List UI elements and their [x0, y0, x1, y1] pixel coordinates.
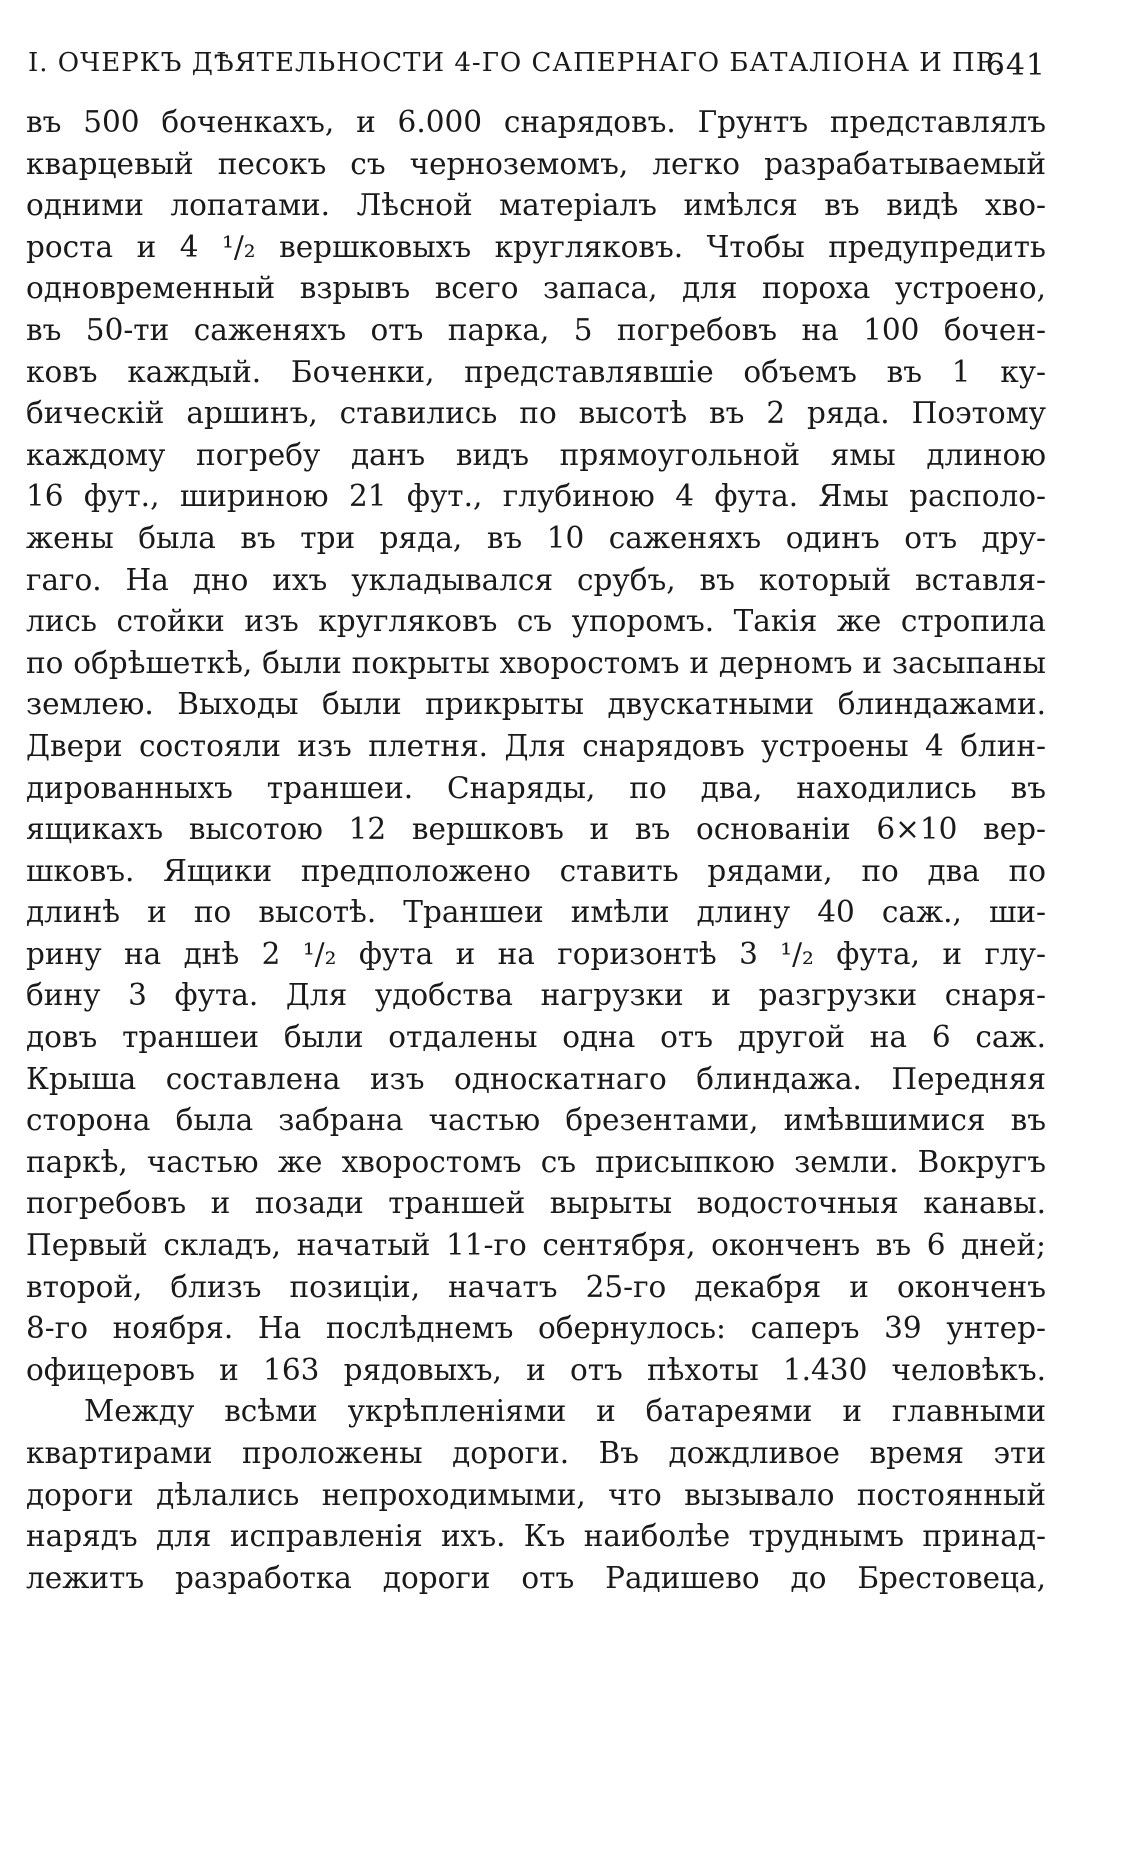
text-line: жены была въ три ряда, въ 10 саженяхъ одинъ отъ дру- — [26, 520, 1046, 555]
text-line: длинѣ и по высотѣ. Траншеи имѣли длину 40 саж., ши- — [26, 895, 1046, 930]
text-line: Двери состояли изъ плетня. Для снарядовъ устроены 4 блин- — [26, 728, 1046, 763]
text-line: шковъ. Ящики предположено ставить рядами, по два по — [26, 853, 1046, 888]
text-line: рину на днѣ 2 ¹/₂ фута и на горизонтѣ 3 ¹/₂ фута, и глу- — [26, 936, 1046, 971]
text-line: одними лопатами. Лѣсной матеріалъ имѣлся въ видѣ хво- — [26, 188, 1046, 223]
text-line: въ 500 боченкахъ, и 6.000 снарядовъ. Грунтъ представлялъ — [26, 105, 1046, 139]
book-page — [26, 48, 1046, 1599]
text-line: Первый складъ, начатый 11-го сентября, оконченъ въ 6 дней; — [26, 1228, 1046, 1263]
text-line: дороги дѣлались непроходимыми, что вызывало постоянный — [26, 1477, 1046, 1512]
text-line: паркѣ, частью же хворостомъ съ присыпкою земли. Вокругъ — [26, 1144, 1046, 1179]
text-line: Крыша составлена изъ односкатнаго блиндажа. Передняя — [26, 1061, 1046, 1096]
text-line: ковъ каждый. Боченки, представлявшіе объемъ въ 1 ку- — [26, 354, 1046, 389]
text-line: дированныхъ траншеи. Снаряды, по два, находились въ — [26, 770, 1046, 805]
text-line: 8-го ноября. На послѣднемъ обернулось: саперъ 39 унтер- — [26, 1311, 1046, 1346]
text-line: Между всѣми укрѣпленіями и батареями и главными — [84, 1394, 1046, 1429]
page-number: 641 — [985, 48, 1046, 83]
text-line: одновременный взрывъ всего запаса, для пороха устроено, — [26, 271, 1046, 306]
text-line: второй, близъ позиціи, начатъ 25-го декабря и оконченъ — [26, 1269, 1046, 1304]
text-line: гаго. На дно ихъ укладывался срубъ, въ который вставля- — [26, 562, 1046, 597]
text-line: ящикахъ высотою 12 вершковъ и въ основаніи 6×10 вер- — [26, 812, 1046, 847]
text-line: погребовъ и позади траншей вырыты водосточныя канавы. — [26, 1186, 1046, 1221]
paragraph — [26, 1391, 1046, 1599]
running-head — [26, 48, 1046, 102]
text-line: землею. Выходы были прикрыты двускатными блиндажами. — [26, 687, 1046, 722]
text-line: довъ траншеи были отдалены одна отъ другой на 6 саж. — [26, 1020, 1046, 1055]
text-line: кварцевый песокъ съ черноземомъ, легко разрабатываемый — [26, 146, 1046, 181]
text-line: бину 3 фута. Для удобства нагрузки и разгрузки снаря- — [26, 978, 1046, 1013]
paragraph — [26, 102, 1046, 1391]
text-line: нарядъ для исправленія ихъ. Къ наиболѣе труднымъ принад- — [26, 1519, 1046, 1554]
text-line: сторона была забрана частью брезентами, имѣвшимися въ — [26, 1103, 1046, 1138]
text-line: бическій аршинъ, ставились по высотѣ въ 2 ряда. Поэтому — [26, 396, 1046, 431]
body-text — [26, 102, 1046, 1599]
text-line: офицеровъ и 163 рядовыхъ, и отъ пѣхоты 1.430 человѣкъ. — [26, 1352, 1046, 1387]
text-line: каждому погребу данъ видъ прямоугольной ямы длиною — [26, 437, 1046, 472]
text-line: въ 50-ти саженяхъ отъ парка, 5 погребовъ на 100 бочен- — [26, 312, 1046, 347]
running-head-title: I. ОЧЕРКЪ ДѢЯТЕЛЬНОСТИ 4-ГО САПЕРНАГО БАТАЛІОНА И ПР. — [28, 48, 1004, 78]
text-line: лежитъ разработка дороги отъ Радишево до Брестовеца, — [26, 1560, 1046, 1595]
text-line: 16 фут., шириною 21 фут., глубиною 4 фута. Ямы располо- — [26, 479, 1046, 514]
text-line: роста и 4 ¹/₂ вершковыхъ кругляковъ. Чтобы предупредить — [26, 229, 1046, 264]
text-line: по обрѣшеткѣ, были покрыты хворостомъ и дерномъ и засыпаны — [26, 645, 1046, 680]
text-line: квартирами проложены дороги. Въ дождливое время эти — [26, 1436, 1046, 1470]
text-line: лись стойки изъ кругляковъ съ упоромъ. Такія же стропила — [26, 604, 1046, 639]
